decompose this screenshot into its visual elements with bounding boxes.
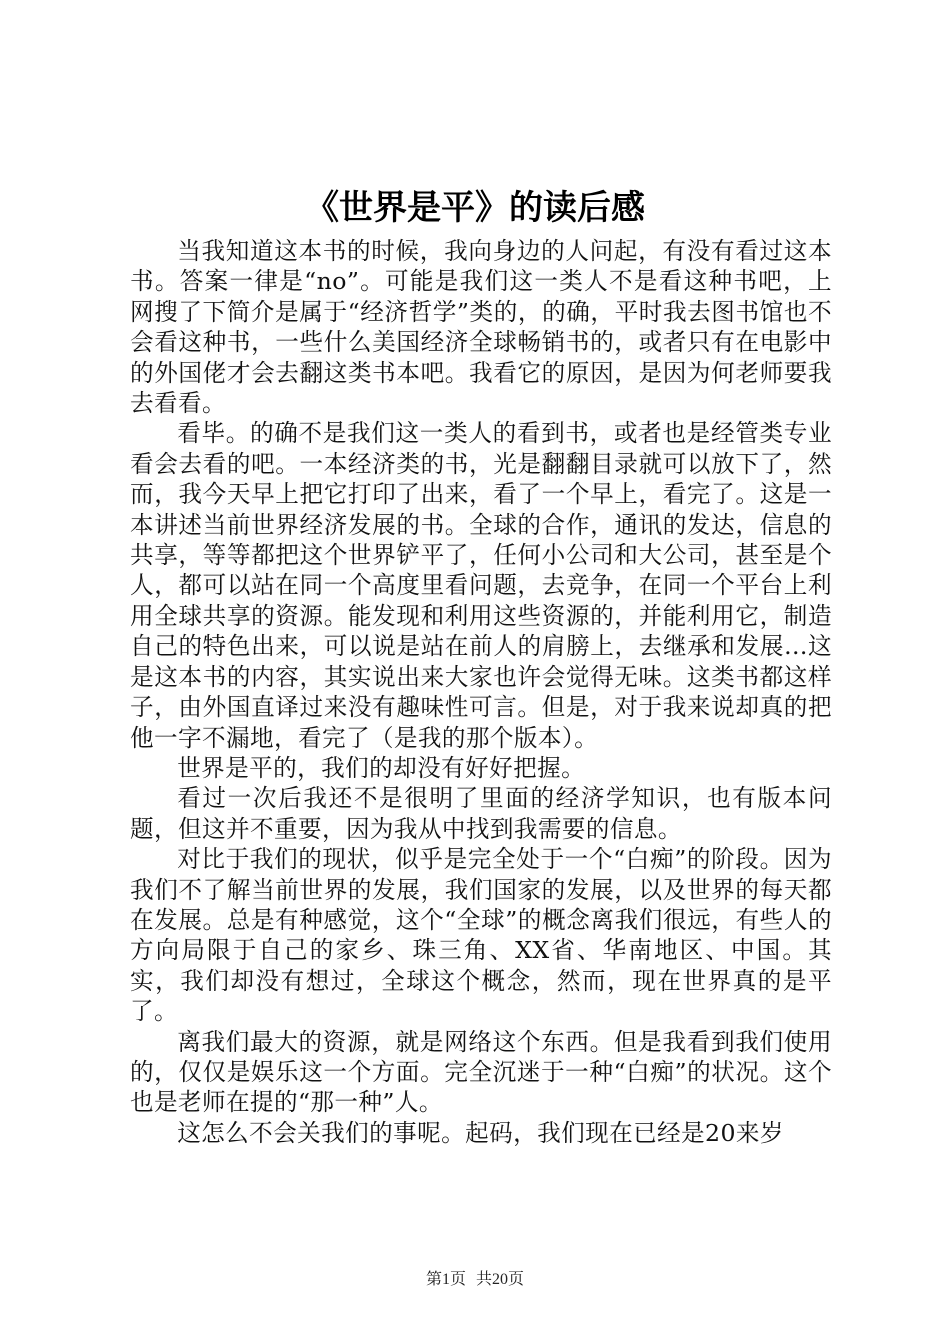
paragraph: 当我知道这本书的时候，我向身边的人问起，有没有看过这本书。答案一律是“no”。可能是我们这一类人不是看这种书吧，上网搜了下简介是属于“经济哲学”类的，的确，平时我去图书馆也不会看这种书，一些什么美国经济全球畅销书的，或者只有在电影中的外国佬才会去翻这类书本吧。我看它的原因，是因为何老师要我去看看。 [130,237,832,418]
paragraph: 对比于我们的现状，似乎是完全处于一个“白痴”的阶段。因为我们不了解当前世界的发展，我们国家的发展，以及世界的每天都在发展。总是有种感觉，这个“全球”的概念离我们很远，有些人的方向局限于自己的家乡、珠三角、XX省、华南地区、中国。其实，我们却没有想过，全球这个概念，然而，现在世界真的是平了。 [130,845,832,1026]
paragraph: 看过一次后我还不是很明了里面的经济学知识，也有版本问题，但这并不重要，因为我从中找到我需要的信息。 [130,784,832,843]
page-number: 第1页 [425,1271,466,1288]
paragraph: 这怎么不会关我们的事呢。起码，我们现在已经是20来岁 [177,1118,784,1147]
paragraph: 离我们最大的资源，就是网络这个东西。但是我看到我们使用的，仅仅是娱乐这一个方面。完全沉迷于一种“白痴”的状况。这个也是老师在提的“那一种”人。 [130,1027,832,1117]
document-body [130,236,832,1148]
paragraph: 世界是平的，我们的却没有好好把握。 [177,753,586,782]
document-title: 《世界是平》的读后感 [305,188,645,228]
paragraph: 看毕。的确不是我们这一类人的看到书，或者也是经管类专业看会去看的吧。一本经济类的书，光是翻翻目录就可以放下了，然而，我今天早上把它打印了出来，看了一个早上，看完了。这是一本讲述当前世界经济发展的书。全球的合作，通讯的发达，信息的共享，等等都把这个世界铲平了，任何小公司和大公司，甚至是个人，都可以站在同一个高度里看问题，去竞争，在同一个平台上利用全球共享的资源。能发现和利用这些资源的，并能利用它，制造自己的特色出来，可以说是站在前人的肩膀上，去继承和发展...这是这本书的内容，其实说出来大家也许会觉得无味。这类书都这样子，由外国直译过来没有趣味性可言。但是，对于我来说却真的把他一字不漏地，看完了（是我的那个版本）。 [130,419,832,752]
page-total: 共20页 [476,1271,525,1288]
page-footer [0,1270,950,1290]
